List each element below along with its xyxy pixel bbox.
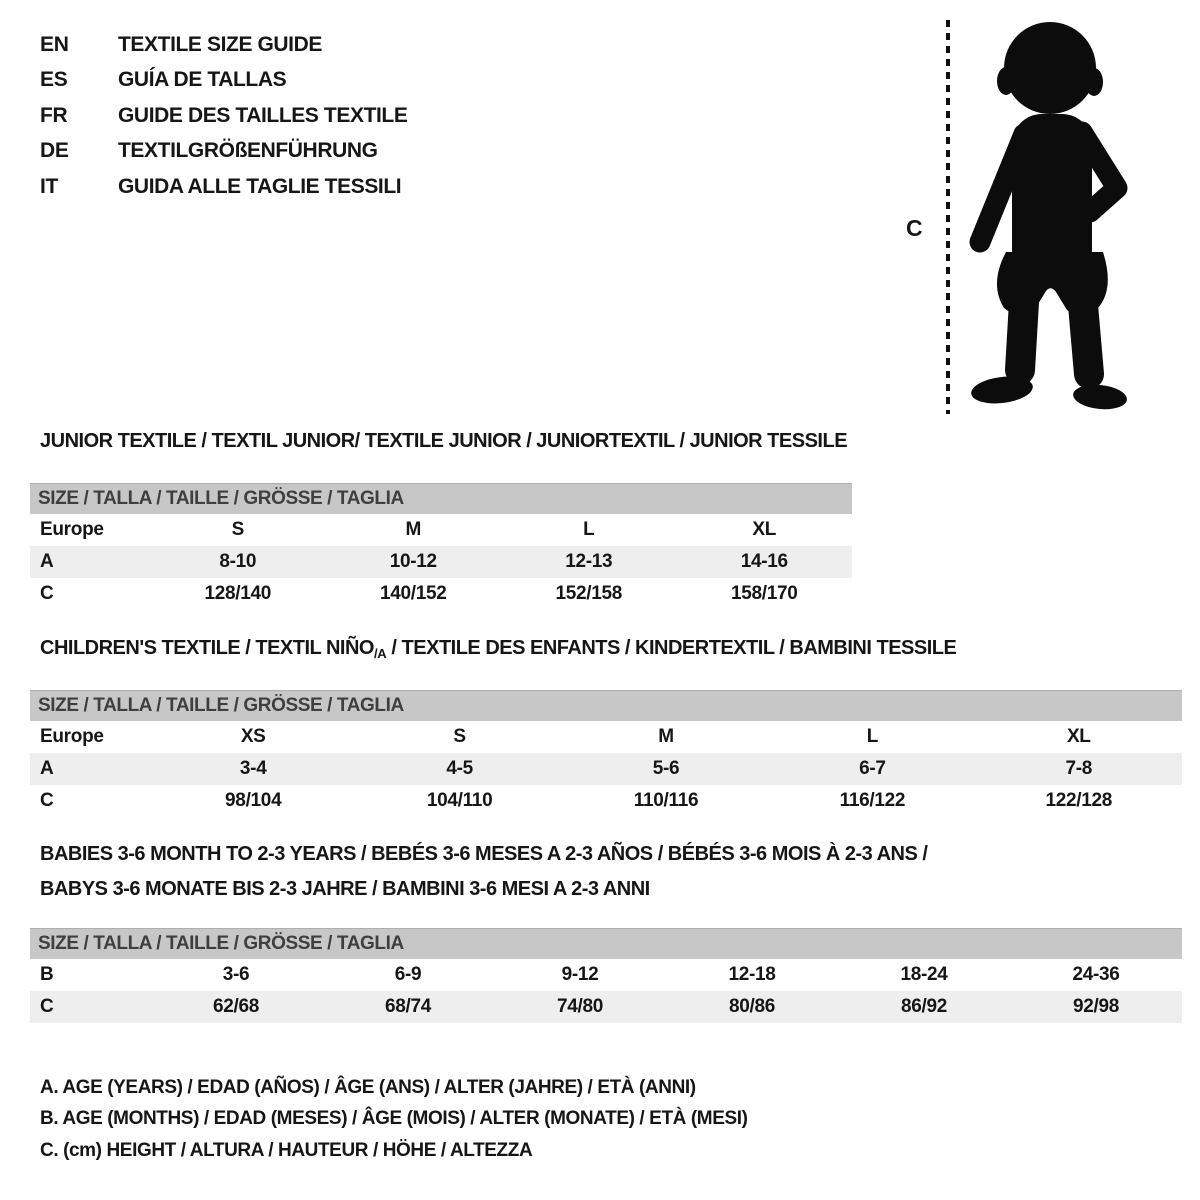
size-cell: XL [1066, 726, 1091, 747]
babies-title-line1: BABIES 3-6 MONTH TO 2-3 YEARS / BEBÉS 3-6 MESES A 2-3 AÑOS / BÉBÉS 3-6 MOIS À 2-3 ANS / [40, 843, 928, 865]
language-title: TEXTILE SIZE GUIDE [118, 32, 322, 56]
age-cell: 14-16 [740, 551, 788, 572]
junior-section-title: JUNIOR TEXTILE / TEXTIL JUNIOR/ TEXTILE JUNIOR / JUNIORTEXTIL / JUNIOR TESSILE [40, 430, 848, 452]
language-code: IT [40, 174, 59, 198]
measurement-legend [40, 1072, 748, 1167]
language-title: GUÍA DE TALLAS [118, 68, 287, 92]
size-cell: M [405, 519, 422, 540]
table-row-age [30, 753, 1182, 785]
months-cell: 9-12 [561, 964, 599, 985]
height-cell: 110/116 [633, 790, 699, 811]
height-cell: 62/68 [212, 996, 260, 1017]
size-cell: M [658, 726, 674, 747]
language-title: GUIDE DES TAILLES TEXTILE [118, 103, 408, 127]
months-cell: 3-6 [222, 964, 250, 985]
age-cell: 5-6 [652, 758, 680, 779]
row-label: C [40, 790, 54, 811]
language-code: DE [40, 139, 69, 163]
row-label: Europe [40, 726, 104, 747]
age-cell: 6-7 [859, 758, 886, 779]
size-cell: S [231, 519, 244, 540]
babies-title-line2: BABYS 3-6 MONATE BIS 2-3 JAHRE / BAMBINI 3-6 MESI A 2-3 ANNI [40, 878, 650, 900]
language-code: EN [40, 32, 69, 56]
language-title: GUIDA ALLE TAGLIE TESSILI [118, 174, 402, 198]
language-title-list [40, 27, 407, 205]
height-cell: 122/128 [1045, 790, 1113, 811]
size-cell: S [453, 726, 466, 747]
height-cell: 80/86 [728, 996, 776, 1017]
children-title-subscript: /A [373, 646, 387, 661]
height-measure-dashed-line [946, 20, 950, 414]
row-label: C [40, 583, 54, 604]
height-cell: 68/74 [384, 996, 432, 1017]
table-row-age [30, 546, 852, 578]
months-cell: 6-9 [394, 964, 422, 985]
children-size-table [30, 690, 1182, 817]
height-cell: 116/122 [839, 790, 906, 811]
children-section-title [40, 637, 956, 661]
legend-line-a: A. AGE (YEARS) / EDAD (AÑOS) / ÂGE (ANS) / ALTER (JAHRE) / ETÀ (ANNI) [40, 1076, 696, 1098]
age-cell: 12-13 [565, 551, 613, 572]
age-cell: 4-5 [446, 758, 473, 779]
size-table-header: SIZE / TALLA / TAILLE / GRÖSSE / TAGLIA [30, 483, 852, 514]
table-row-europe [30, 514, 852, 546]
toddler-figure-shape [970, 22, 1128, 412]
size-cell: L [583, 519, 595, 540]
height-cell: 128/140 [204, 583, 272, 604]
row-label: A [40, 551, 54, 572]
junior-size-table [30, 483, 852, 610]
size-table-header: SIZE / TALLA / TAILLE / GRÖSSE / TAGLIA [30, 928, 1182, 959]
row-label: B [40, 964, 54, 985]
language-row-it [40, 169, 407, 205]
children-title-suffix: / TEXTILE DES ENFANTS / KINDERTEXTIL / BAMBINI TESSILE [386, 637, 957, 659]
size-cell: XS [240, 726, 266, 747]
table-row-europe [30, 721, 1182, 753]
months-cell: 18-24 [900, 964, 948, 985]
height-cell: 98/104 [225, 790, 282, 811]
children-title-prefix: CHILDREN'S TEXTILE / TEXTIL NIÑO [40, 637, 374, 659]
table-row-height [30, 991, 1182, 1023]
size-cell: L [866, 726, 879, 747]
table-row-months [30, 959, 1182, 991]
language-title: TEXTILGRÖßENFÜHRUNG [118, 139, 378, 163]
height-cell: 74/80 [556, 996, 604, 1017]
table-row-height [30, 785, 1182, 817]
months-cell: 12-18 [728, 964, 776, 985]
row-label: Europe [40, 519, 104, 540]
language-row-de [40, 134, 407, 170]
table-row-height [30, 578, 852, 610]
months-cell: 24-36 [1072, 964, 1120, 985]
size-cell: XL [752, 519, 777, 540]
height-cell: 152/158 [555, 583, 623, 604]
toddler-silhouette-icon [962, 18, 1140, 418]
age-cell: 8-10 [219, 551, 257, 572]
language-code: ES [40, 68, 68, 92]
height-cell: 92/98 [1072, 996, 1120, 1017]
height-cell: 140/152 [379, 583, 447, 604]
age-cell: 10-12 [389, 551, 437, 572]
babies-size-table [30, 928, 1182, 1023]
legend-line-c: C. (cm) HEIGHT / ALTURA / HAUTEUR / HÖHE / ALTEZZA [40, 1139, 533, 1161]
babies-section-title [40, 843, 927, 913]
language-row-fr [40, 98, 407, 134]
language-code: FR [40, 103, 68, 127]
row-label: C [40, 996, 54, 1017]
size-table-header: SIZE / TALLA / TAILLE / GRÖSSE / TAGLIA [30, 690, 1182, 721]
height-cell: 158/170 [730, 583, 798, 604]
height-cell: 104/110 [426, 790, 493, 811]
legend-line-b: B. AGE (MONTHS) / EDAD (MESES) / ÂGE (MOIS) / ALTER (MONATE) / ETÀ (MESI) [40, 1108, 748, 1130]
height-measure-label: C [906, 215, 923, 241]
height-cell: 86/92 [900, 996, 948, 1017]
age-cell: 7-8 [1065, 758, 1093, 779]
language-row-en [40, 27, 407, 63]
language-row-es [40, 63, 407, 99]
row-label: A [40, 758, 54, 779]
age-cell: 3-4 [239, 758, 267, 779]
